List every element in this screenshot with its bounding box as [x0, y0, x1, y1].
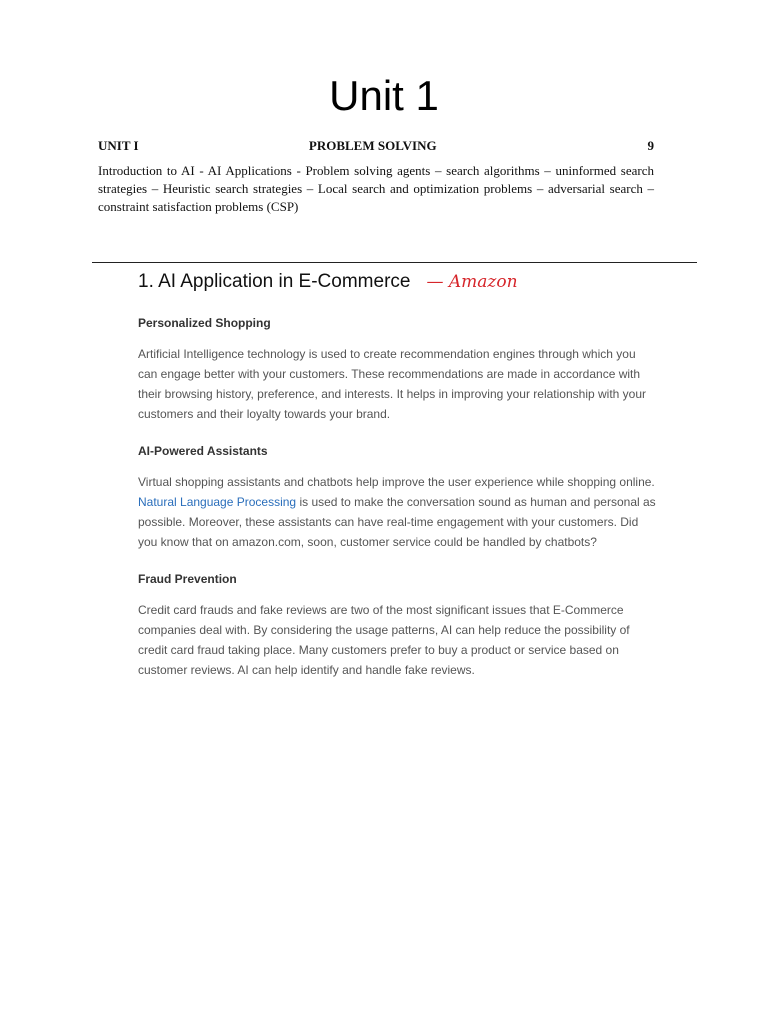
unit-topic: PROBLEM SOLVING: [308, 138, 437, 153]
syllabus-excerpt: [98, 138, 654, 216]
handwritten-annotation: — Amazon: [426, 272, 518, 292]
page-title: Unit 1: [329, 72, 439, 119]
body-text-after-link: is used to make the conversation sound as human and personal as possible. Moreover, these assistants can have real-time engagement with your customers. Did you know that on amazon.com, soon, customer service could be handled by chatbots?: [138, 495, 656, 549]
section-divider: [92, 262, 697, 263]
section-body-fraud-prevention: Credit card frauds and fake reviews are two of the most significant issues that E-Commerce companies deal with. By considering the usage patterns, AI can help reduce the possibility of credit card fraud taking place. Many customers prefer to buy a product or service based on customer reviews. AI can help identify and handle fake reviews.: [138, 603, 630, 677]
article-heading-text: 1. AI Application in E-Commerce: [138, 271, 411, 292]
article-heading: [138, 268, 658, 296]
syllabus-header: [98, 138, 654, 154]
section-body-personalized-shopping: Artificial Intelligence technology is used to create recommendation engines through which you can engage better with your customers. These recommendations are made in accordance with their browsing history, preference, and interests. It helps in improving your relationship with your customers and their loyalty towards your brand.: [138, 347, 647, 421]
section-body-ai-assistants: [138, 472, 658, 552]
section-title-personalized-shopping: Personalized Shopping: [138, 316, 271, 330]
syllabus-description: Introduction to AI - AI Applications - Problem solving agents – search algorithms – uninformed search strategies – Heuristic search strategies – Local search and optimization problems – adversarial search – constraint satisfaction problems (CSP): [98, 163, 654, 214]
body-text-before-link: Virtual shopping assistants and chatbots help improve the user experience while shopping online.: [138, 475, 655, 489]
article: [138, 268, 658, 680]
nlp-link[interactable]: Natural Language Processing: [138, 495, 297, 509]
section-title-ai-assistants: AI-Powered Assistants: [138, 444, 268, 458]
section-title-fraud-prevention: Fraud Prevention: [138, 572, 237, 586]
unit-hours: 9: [647, 138, 654, 153]
unit-label: UNIT I: [98, 138, 139, 153]
